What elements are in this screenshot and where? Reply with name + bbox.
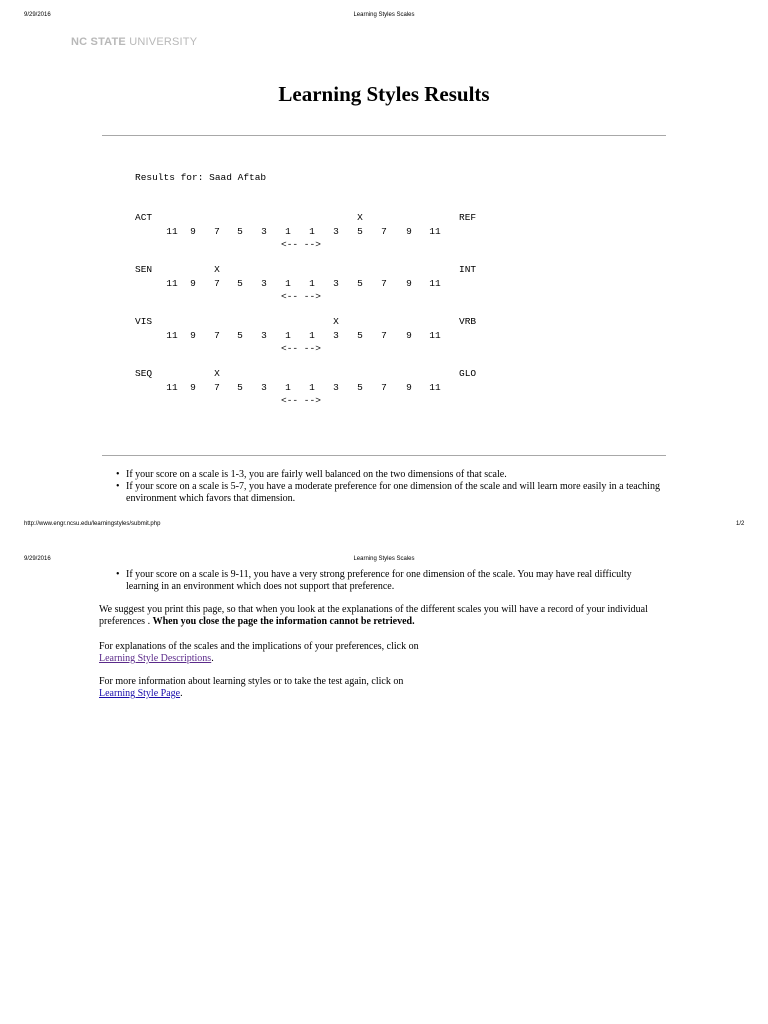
- explain-paragraph: [99, 641, 664, 665]
- scale-right-label: REF: [459, 212, 477, 223]
- scale-number: 3: [333, 382, 339, 393]
- learning-style-descriptions-link[interactable]: Learning Style Descriptions: [99, 653, 212, 664]
- print-footer-url: http://www.engr.ncsu.edu/learningstyles/submit.php: [24, 521, 161, 527]
- print-header-title: Learning Styles Scales: [353, 12, 415, 18]
- scale-number: 3: [261, 330, 267, 341]
- scale-number: 5: [237, 278, 243, 289]
- scale-mark: X: [357, 212, 363, 223]
- scale-number: 5: [357, 330, 363, 341]
- scale-right-label: INT: [459, 264, 477, 275]
- scale-arrow: <-- -->: [281, 239, 321, 250]
- scale-number: 7: [214, 382, 220, 393]
- scale-number: 7: [214, 330, 220, 341]
- scale-number: 7: [214, 278, 220, 289]
- divider-bottom: [102, 455, 666, 456]
- scale-number: 5: [357, 226, 363, 237]
- more-period: .: [180, 688, 183, 699]
- explain-period: .: [211, 653, 214, 664]
- scale-left-label: SEN: [135, 264, 153, 275]
- divider-top: [102, 135, 666, 136]
- scale-mark: X: [214, 368, 220, 379]
- scale-right-label: GLO: [459, 368, 477, 379]
- scale-mark: X: [214, 264, 220, 275]
- scale-number: 3: [333, 330, 339, 341]
- suggest-text: We suggest you print this page, so that when you look at the explanations of the different scales you will have a record of your individual preferences .: [99, 604, 648, 627]
- suggest-warning: When you close the page the information cannot be retrieved.: [152, 616, 415, 627]
- scale-number: 9: [190, 278, 196, 289]
- print-header-date-page2: 9/29/2016: [24, 556, 51, 562]
- scale-left-label: SEQ: [135, 368, 153, 379]
- scale-arrow: <-- -->: [281, 343, 321, 354]
- scale-number: 3: [261, 226, 267, 237]
- print-footer-page: 1/2: [736, 521, 745, 527]
- scale-number: 11: [166, 382, 178, 393]
- scale-number: 1: [285, 278, 291, 289]
- scale-number: 11: [166, 330, 178, 341]
- explain-text: For explanations of the scales and the implications of your preferences, click on: [99, 641, 419, 652]
- scale-number: 1: [285, 330, 291, 341]
- scale-number: 3: [261, 278, 267, 289]
- learning-style-page-link[interactable]: Learning Style Page: [99, 688, 181, 699]
- scale-number: 9: [406, 226, 412, 237]
- scale-number: 5: [357, 278, 363, 289]
- scale-number: 7: [381, 382, 387, 393]
- scale-number: 1: [285, 226, 291, 237]
- scale-number: 1: [309, 226, 315, 237]
- scale-number: 9: [406, 278, 412, 289]
- note-strong: • If your score on a scale is 9-11, you have a very strong preference for one dimension of the scale. You may have real difficulty learning in an environment which does not support that preference.: [114, 569, 666, 593]
- scale-number: 9: [190, 382, 196, 393]
- scale-arrow: <-- -->: [281, 291, 321, 302]
- print-header-title-page2: Learning Styles Scales: [353, 556, 415, 562]
- brand-bold: NC STATE: [71, 36, 126, 48]
- scale-number: 5: [237, 226, 243, 237]
- scale-number: 11: [429, 330, 441, 341]
- scale-left-label: ACT: [135, 212, 153, 223]
- results-for: Results for: Saad Aftab: [135, 172, 267, 183]
- notes-list-page2: [114, 569, 666, 593]
- scale-number: 9: [406, 330, 412, 341]
- scale-number: 11: [429, 382, 441, 393]
- more-text: For more information about learning styles or to take the test again, click on: [99, 676, 404, 687]
- scale-number: 5: [357, 382, 363, 393]
- scale-arrow: <-- -->: [281, 395, 321, 406]
- notes-list-page1: [114, 469, 666, 505]
- scale-number: 11: [429, 226, 441, 237]
- scale-right-label: VRB: [459, 316, 477, 327]
- scale-mark: X: [333, 316, 339, 327]
- scale-number: 7: [381, 226, 387, 237]
- ncsu-logo[interactable]: [71, 36, 197, 48]
- scale-number: 5: [237, 382, 243, 393]
- scale-number: 9: [406, 382, 412, 393]
- scale-number: 3: [333, 278, 339, 289]
- scale-number: 9: [190, 226, 196, 237]
- scale-left-label: VIS: [135, 316, 153, 327]
- suggest-paragraph: [99, 604, 664, 628]
- scale-number: 11: [166, 278, 178, 289]
- scale-number: 1: [285, 382, 291, 393]
- note-moderate: • If your score on a scale is 5-7, you have a moderate preference for one dimension of the scale and will learn more easily in a teaching environment which favors that dimension.: [114, 481, 666, 505]
- scale-number: 7: [381, 278, 387, 289]
- print-header-date: 9/29/2016: [24, 12, 51, 18]
- scale-number: 1: [309, 382, 315, 393]
- scale-number: 9: [190, 330, 196, 341]
- scale-number: 3: [333, 226, 339, 237]
- scale-number: 5: [237, 330, 243, 341]
- scale-number: 11: [429, 278, 441, 289]
- scale-number: 3: [261, 382, 267, 393]
- scale-number: 11: [166, 226, 178, 237]
- scale-number: 1: [309, 278, 315, 289]
- scale-number: 7: [214, 226, 220, 237]
- scale-number: 7: [381, 330, 387, 341]
- more-info-paragraph: [99, 676, 664, 700]
- scale-number: 1: [309, 330, 315, 341]
- note-balanced: • If your score on a scale is 1-3, you are fairly well balanced on the two dimensions of that scale.: [114, 469, 666, 481]
- brand-rest: UNIVERSITY: [129, 36, 198, 48]
- page-title: Learning Styles Results: [278, 82, 490, 106]
